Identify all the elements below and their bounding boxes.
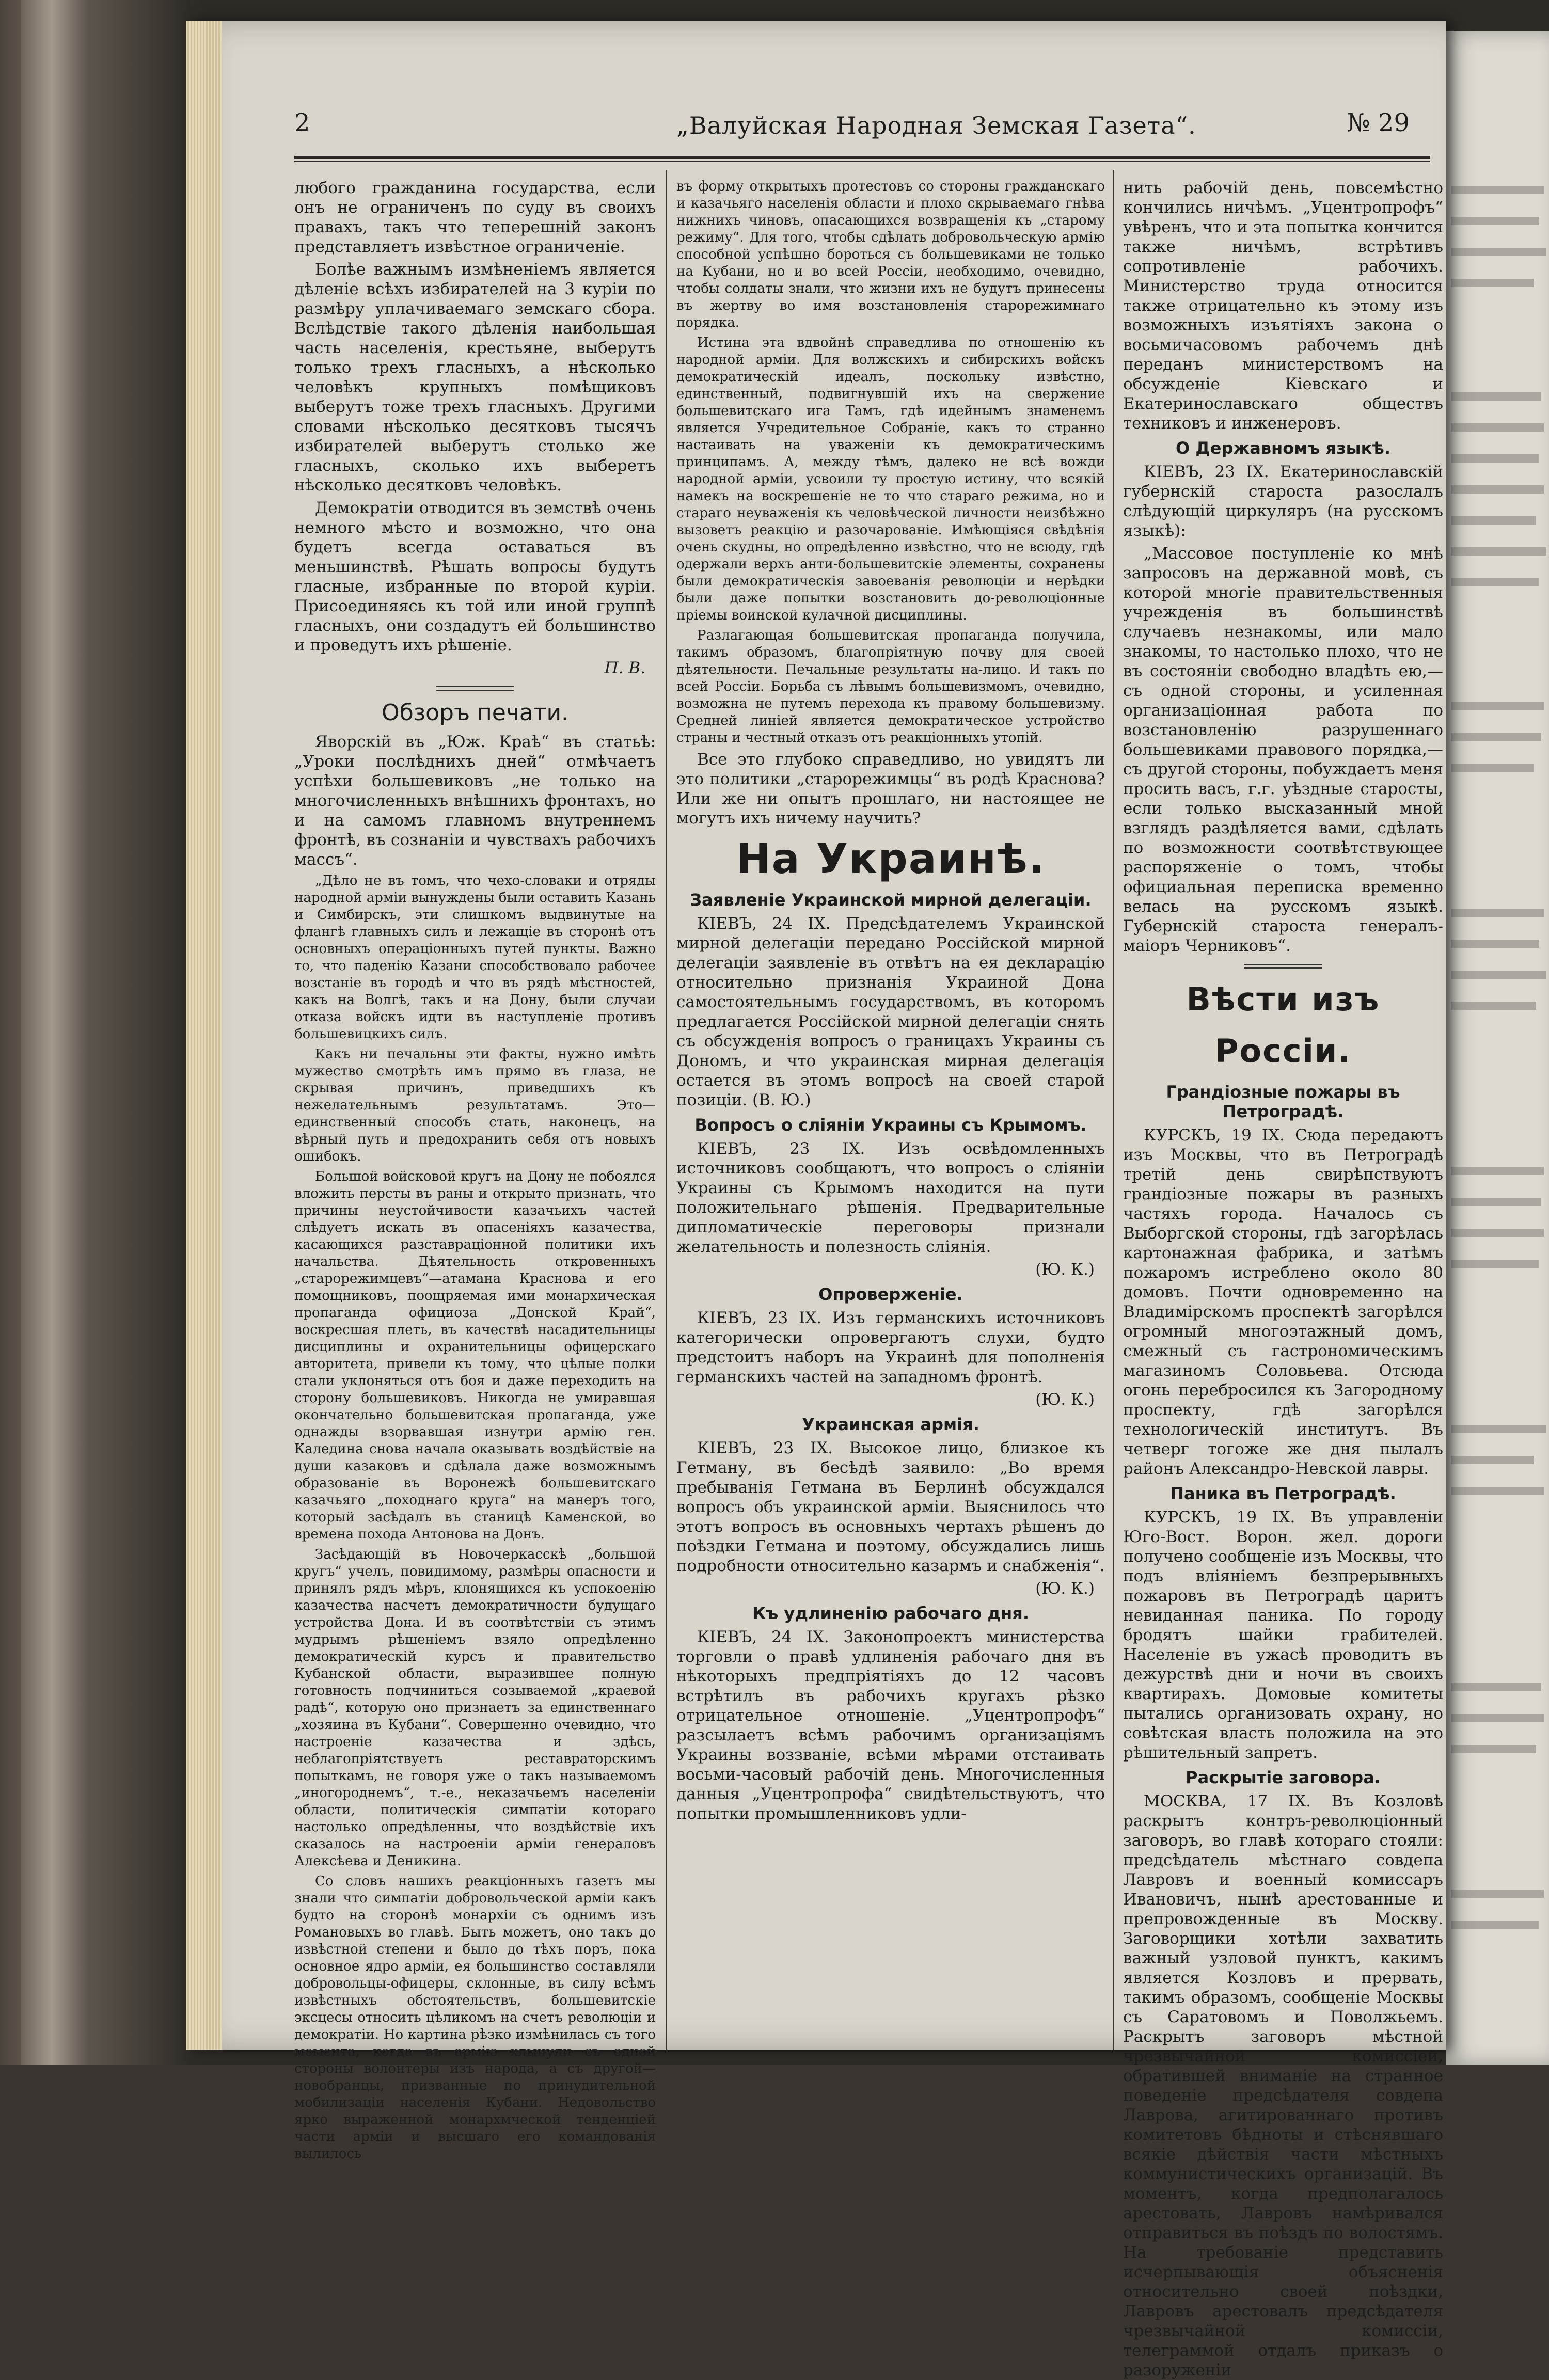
paragraph: „Дѣло не въ томъ, что чехо-словаки и отряды народной арміи вынуждены были оставить Казань и Симбирскъ, эти слишкомъ выдвинутые на флангѣ главныхъ силъ и лежащіе въ сторонѣ отъ основныхъ операціонныхъ путей пункты. Важно то, что паденію Казани способствовало рабочее возстаніе въ городѣ и что въ рядѣ мѣстностей, какъ на Волгѣ, такъ и на Дону, были случаи отказа войскъ идти въ наступленіе противъ большевицкихъ силъ.	[294, 873, 656, 1042]
paragraph: любого гражданина государства, если онъ не ограниченъ по суду въ своихъ правахъ, такъ что теперешній законъ представляетъ извѣстное ограниченіе.	[294, 179, 656, 256]
paragraph: „Массовое поступленіе ко мнѣ запросовъ на державной мовѣ, съ которой многіе правительственныя учрежденія въ большинствѣ случаевъ незнакомы, или мало знакомы, то настолько плохо, что не въ состояніи свободно владѣть ею,—съ одной стороны, и усиленная организаціонная работа по возстановленію разрушеннаго большевиками правового порядка,—съ другой стороны, побуждаетъ меня просить васъ, г.г. уѣздные старосты, если только высказанный мной взглядъ раздѣляется вами, сдѣлать по возможности соотвѣтствующее распоряженіе о томъ, чтобы официальная переписка временно велась на русскомъ языкѣ. Губернскій староста генералъ-маіоръ Черниковъ“.	[1123, 544, 1443, 955]
paragraph: МОСКВА, 17 IX. Въ Козловѣ раскрытъ контръ-революціонный заговоръ, во главѣ котораго стояли: предсѣдатель мѣстнаго совдепа Лавровъ и военный комиссаръ Ивановичъ, нынѣ арестованные и препровожденные въ Москву. Заговорщики хотѣли захватить важный узловой пунктъ, какимъ является Козловъ и прервать, такимъ образомъ, сообщеніе Москвы съ Саратовомъ и Поволжьемъ. Раскрытъ заговоръ мѣстной чрезвычайной комиссіей, обратившей вниманіе на странное поведеніе предсѣдателя совдепа Лаврова, агитированнаго противъ комитетовъ бѣдноты и стѣснявшаго всякіе дѣйствія части мѣстныхъ коммунистическихъ организацій. Въ моментъ, когда предполагалось арестовать, Лавровъ намѣривался отправиться въ поѣздъ по волостямъ. На требованіе представить исчерпывающія объясненія относительно своей поѣздки, Лавровъ арестовалъ предсѣдателя чрезвычайной комиссіи, телеграммой отдалъ приказъ о разоруженіи	[1123, 1792, 1443, 2379]
facing-page	[1446, 31, 1549, 2065]
paragraph: Все это глубоко справедливо, но увидятъ ли это политики „старорежимцы“ въ родѣ Краснова? Или же ни опытъ прошлаго, ни настоящее не могутъ ихъ ничему научить?	[676, 750, 1105, 828]
masthead-title: „Валуйская Народная Земская Газета“.	[676, 112, 1196, 139]
source-initials: (Ю. К.)	[1035, 1579, 1095, 1598]
paragraph: Разлагающая большевитская пропаганда получила, такимъ образомъ, благопріятную почву для своей дѣятельности. Печальные результаты на-лицо. И такъ по всей Россіи. Борьба съ лѣвымъ большевизмомъ, очевидно, возможна не путемъ перехода къ правому большевизму. Средней линіей является демократическое устройство страны и честный отказъ отъ реакціонныхъ утопій.	[676, 628, 1105, 745]
paragraph: въ форму открытыхъ протестовъ со стороны гражданскаго и казачьяго населенія области и плохо скрываемаго гнѣва нижнихъ чиновъ, опасающихся возвращенія къ „старому режиму“. Для того, чтобы сдѣлать добровольческую армію способной успѣшно бороться съ большевиками не только на Кубани, но и во всей Россіи, необходимо, очевидно, чтобы солдаты знали, что жизни ихъ не будутъ принесены въ жертву во имя возстановленія старорежимнаго порядка.	[676, 179, 1105, 330]
header-rule-thin	[294, 161, 1430, 162]
section-separator	[436, 686, 514, 691]
paragraph: Демократіи отводится въ земствѣ очень немного мѣсто и возможно, что она будетъ всегда оставаться въ меньшинствѣ. Рѣшать вопросы будутъ гласные, избранные по второй куріи. Присоединяясь къ той или иной группѣ гласныхъ, они создадутъ ей большинство и проведутъ ихъ рѣшеніе.	[294, 499, 656, 655]
article-headline: Къ удлиненію рабочаго дня.	[752, 1604, 1029, 1623]
source-initials: (Ю. К.)	[1035, 1390, 1095, 1409]
newspaper-page	[186, 21, 1446, 2379]
paragraph: Болѣе важнымъ измѣненіемъ является дѣленіе всѣхъ избирателей на 3 куріи по размѣру уплачиваемаго земскаго сбора. Вслѣдствіе такого дѣленія наибольшая часть населенія, крестьяне, выберутъ только трехъ гласныхъ, а нѣсколько человѣкъ крупныхъ помѣщиковъ выберутъ тоже трехъ гласныхъ. Другими словами нѣсколько десятковъ тысячъ избирателей выберутъ столько же гласныхъ, сколько ихъ выберетъ нѣсколько десятковъ человѣкъ.	[294, 260, 656, 495]
paragraph: КУРСКЪ, 19 IX. Въ управленіи Юго-Вост. Ворон. жел. дороги получено сообщеніе изъ Москвы, что подъ вліяніемъ безпрерывныхъ пожаровъ въ Петроградѣ царитъ невиданная паника. По городу бродятъ шайки грабителей. Населеніе въ ужасѣ проводитъ въ дежурствѣ дни и ночи въ своихъ квартирахъ. Домовые комитеты пытались организовать охрану, но совѣтская власть положила на это рѣшительный запретъ.	[1123, 1508, 1443, 1762]
section-separator	[1244, 964, 1322, 969]
article-headline: Опроверженіе.	[818, 1284, 963, 1304]
issue-number: № 29	[1347, 108, 1410, 137]
paragraph: КІЕВЪ, 23 IX. Изъ германскихъ источниковъ категорически опровергаютъ слухи, будто предстоитъ наборъ на Украинѣ для пополненія германскихъ частей на западномъ фронтѣ.	[676, 1309, 1105, 1386]
article-headline: Паника въ Петроградѣ.	[1170, 1484, 1396, 1503]
paragraph: КІЕВЪ, 23 IX. Изъ освѣдомленныхъ источниковъ сообщаютъ, что вопросъ о сліяніи Украины съ Крымомъ находится на пути положительнаго рѣшенія. Предварительные дипломатическіе переговоры признали желательность и полезность сліянія.	[676, 1139, 1105, 1256]
paragraph: Большой войсковой кругъ на Дону не побоялся вложить персты въ раны и открыто признать, что причины неустойчивости казачьихъ частей слѣдуетъ искать въ опасеніяхъ казачества, касающихся разставраціонной политики ихъ начальства. Дѣятельность откровенныхъ „старорежимцевъ“—атамана Краснова и его помощниковъ, поощряемая ими монархическая пропаганда официоза „Донской Край“, воскресшая плеть, въ качествѣ насадительницы дисциплины и охранительницы офицерскаго авторитета, привели къ тому, что цѣлые полки стали уклоняться отъ боя и даже переходить на сторону большевиковъ. Никогда не умиравшая окончательно большевитская пропаганда, уже однажды взорвавшая изнутри армію ген. Каледина снова начала оказывать воздѣйствіе на души казаковъ и сдѣлала даже возможнымъ образованіе въ Воронежѣ большевитскаго казачьяго „походнаго круга“ на манеръ того, который засѣдалъ въ станицѣ Каменской, во времена похода Антонова на Донъ.	[294, 1169, 656, 1542]
column-divider-2	[1113, 170, 1114, 2050]
article-headline: О Державномъ языкѣ.	[1175, 438, 1391, 458]
page-edge-stack	[186, 21, 222, 2050]
paragraph: КІЕВЪ, 23 IX. Екатеринославскій губернскій староста разослалъ слѣдующій циркуляръ (на русскомъ языкѣ):	[1123, 463, 1443, 540]
page-number: 2	[294, 108, 310, 137]
paragraph: Со словъ нашихъ реакціонныхъ газетъ мы знали что симпатіи добровольческой арміи какъ будто на сторонѣ монархіи съ однимъ изъ Романовыхъ во главѣ. Быть можетъ, оно такъ до извѣстной степени и было до тѣхъ поръ, пока основное ядро арміи, ея большинство составляли добровольцы-офицеры, склонные, въ силу всѣмъ извѣстныхъ обстоятельствъ, большевитскіе эксцесы относить цѣликомъ на счетъ революціи и демократіи. Но картина рѣзко измѣнилась съ того момента, когда въ армію хлынули съ одной стороны волонтеры изъ народа, а съ другой—новобранцы, призванные по принудительной мобилизаціи населенія Кубани. Недовольство ярко выраженной монархмческой тенденціей части арміи и высшаго его командованія вылилось	[294, 1874, 656, 2162]
column-1	[294, 178, 656, 2166]
paragraph: Какъ ни печальны эти факты, нужно имѣть мужество смотрѣть имъ прямо въ глаза, не скрывая причинъ, приведшихъ къ нежелательнымъ результатамъ. Это—единственный способъ стать, наконецъ, на вѣрный путь и предохранить себя отъ новыхъ ошибокъ.	[294, 1046, 656, 1164]
column-3	[1123, 178, 1443, 2379]
paragraph: Засѣдающій въ Новочеркасскѣ „большой кругъ“ учелъ, повидимому, размѣры опасности и принялъ рядъ мѣръ, клонящихся къ успокоенію казачества насчетъ демократичности будущаго устройства Дона. И въ соотвѣтствіи съ этимъ мудрымъ рѣшеніемъ взяло опредѣленно демократическій курсъ и правительство Кубанской области, выразившее полную готовность подчиниться созываемой „краевой радѣ“, которую оно признаетъ за единственнаго „хозяина въ Кубани“. Совершенно очевидно, что настроеніе казачества и здѣсь, неблагопріятствуетъ реставраторскимъ попыткамъ, не говоря уже о такъ называемомъ „иногороднемъ“, т.-е., неказачьемъ населеніи области, политическія симпатіи котораго настолько опредѣленны, что воздѣйствіе ихъ сказалось на настроеніи арміи генераловъ Алексѣева и Деникина.	[294, 1547, 656, 1869]
column-divider-1	[666, 170, 667, 2050]
paragraph: КУРСКЪ, 19 IX. Сюда передаютъ изъ Москвы, что въ Петроградѣ третій день свирѣпствуютъ грандіозные пожары въ разныхъ частяхъ города. Началось съ Выборгской стороны, гдѣ загорѣлась картонажная фабрика, и затѣмъ пожаромъ истреблено около 80 домовъ. Почти одновременно на Владимірскомъ проспектѣ загорѣлся огромный многоэтажный домъ, смежный съ гастрономическимъ магазиномъ Соловьева. Отсюда огонь перебросился къ Загородному проспекту, гдѣ загорѣлся технологическій институтъ. Въ четверг тогоже же дня пылалъ районъ Александро-Невской лавры.	[1123, 1126, 1443, 1478]
source-initials: (Ю. К.)	[1035, 1260, 1095, 1279]
paragraph: Истина эта вдвойнѣ справедлива по отношенію къ народной арміи. Для волжскихъ и сибирскихъ войскъ демократическій идеалъ, поскольку извѣстно, единственный, подвигнувшій ихъ на свержение большевитскаго ига Тамъ, гдѣ идейнымъ знаменемъ является Учредительное Собраніе, какъ то странно настаивать на уваженіи къ демократическимъ принципамъ. А, между тѣмъ, далеко не всѣ вожди народной арміи, усвоили ту простую истину, что всякій намекъ на воскрешеніе не то что стараго режима, но и стараго неуваженія къ человѣческой личности неизбѣжно вызоветъ реакцію и разочарованіе. Имѣющіяся свѣдѣнія очень скудны, но опредѣленно извѣстно, что не всюду, гдѣ одержали верхъ анти-большевитскіе элементы, сохранены были демократическія завоеванія революціи и нерѣдки были даже попытки возстановить до-революціонные пріемы воинской кулачной дисциплины.	[676, 335, 1105, 623]
section-headline-ukraine: На Украинѣ.	[736, 835, 1046, 883]
paragraph: КІЕВЪ, 23 IX. Высокое лицо, близкое къ Гетману, въ бесѣдѣ заявило: „Во время пребыванія Гетмана въ Берлинѣ обсуждался вопросъ объ украинской арміи. Выяснилось что этотъ вопросъ въ основныхъ чертахъ рѣшенъ до поѣздки Гетмана и поэтому, обсуждались лишь подробности относительно казармъ и снабженія“.	[676, 1439, 1105, 1575]
author-signature: П. В.	[604, 659, 645, 677]
book-binding	[21, 0, 191, 2065]
article-headline: Заявленіе Украинской мирной делегаціи.	[690, 890, 1092, 910]
paragraph: КІЕВЪ, 24 IX. Предсѣдателемъ Украинской мирной делегаціи передано Россійской мирной делегаціи заявленіе въ отвѣтъ на ея декларацію относительно признанія Украиной Дона самостоятельнымъ государствомъ, въ которомъ предлагается Россійской мирной делегаціи снять съ обсужденія вопросъ о границахъ Украины съ Дономъ, и что украинская мирная делегація остается въ этомъ вопросѣ на своей старой позиціи. (В. Ю.)	[676, 914, 1105, 1109]
paragraph: Яворскій въ „Юж. Краѣ“ въ статьѣ: „Уроки послѣднихъ дней“ отмѣчаетъ успѣхи большевиковъ „не только на многочисленныхъ внѣшнихъ фронтахъ, но и на самомъ главномъ внутреннемъ фронтѣ, въ сознаніи и чувствахъ рабочихъ массъ“.	[294, 733, 656, 869]
page-header	[294, 103, 1430, 150]
paragraph: КІЕВЪ, 24 IX. Законопроектъ министерства торговли о правѣ удлиненія рабочаго дня въ нѣкоторыхъ предпріятіяхъ до 12 часовъ встрѣтилъ въ рабочихъ кругахъ рѣзко отрицательное отношеніе. „Уцентропрофъ“ разсылаетъ всѣмъ рабочимъ организаціямъ Украины воззваніе, всѣми мѣрами отстаивать восьми-часовый рабочій день. Многочисленныя данныя „Уцентропрофа“ свидѣтельствуютъ, что попытки промышленниковъ удли-	[676, 1628, 1105, 1823]
article-headline: Украинская армія.	[802, 1415, 979, 1434]
column-2	[676, 178, 1105, 1827]
paragraph: нить рабочій день, повсемѣстно кончились ничѣмъ. „Уцентропрофъ“ увѣренъ, что и эта попытка кончится также ничѣмъ, встрѣтивъ сопротивленіе рабочихъ. Министерство труда относится также отрицательно къ этому изъ возможныхъ изъятіяхъ закона о восьмичасовомъ рабочемъ днѣ переданъ министерствомъ на обсужденіе Кіевскаго и Екатеринославскаго обществъ техниковъ и инженеровъ.	[1123, 179, 1443, 433]
article-headline: Вопросъ о сліяніи Украины съ Крымомъ.	[694, 1115, 1087, 1135]
section-headline-russia: Вѣсти изъ Россіи.	[1186, 980, 1380, 1070]
article-headline: Раскрытіе заговора.	[1186, 1768, 1381, 1787]
section-headline: Обзоръ печати.	[381, 700, 569, 726]
header-rule	[294, 156, 1430, 159]
article-headline: Грандіозные пожары въ Петроградѣ.	[1166, 1082, 1400, 1121]
